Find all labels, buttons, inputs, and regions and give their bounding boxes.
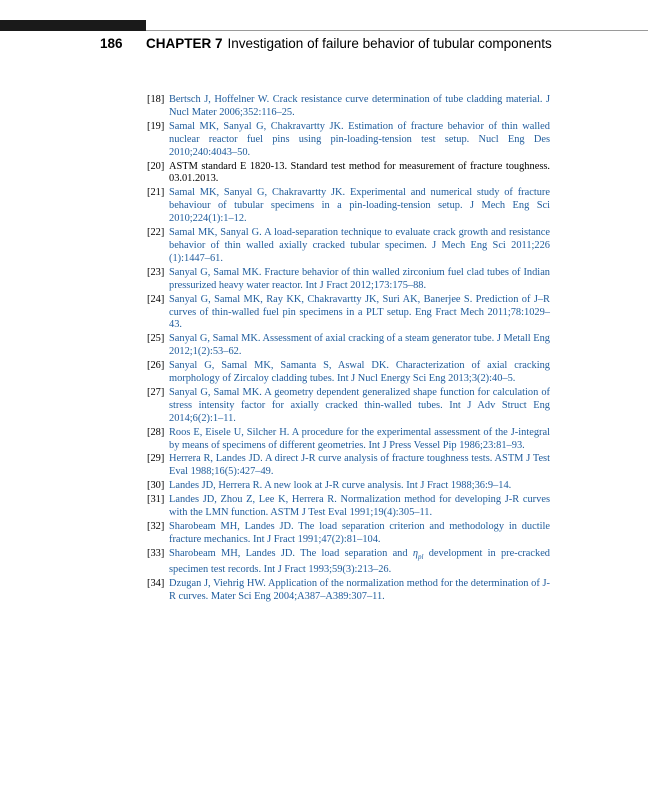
reference-number: [34] [147, 577, 165, 589]
reference-item [147, 360, 550, 386]
reference-number: [20] [147, 160, 165, 172]
reference-text[interactable]: Sharobeam MH, Landes JD. The load separation criterion and methodology in ductile fracture mechanics. Int J Fract 1991;47(2):81–104. [169, 521, 550, 545]
reference-item [147, 267, 550, 293]
running-head [100, 36, 552, 51]
reference-number: [22] [147, 227, 165, 239]
page-number: 186 [100, 36, 123, 51]
reference-item [147, 480, 550, 493]
reference-text[interactable]: Sanyal G, Samal MK. Fracture behavior of thin walled zirconium fuel clad tubes of Indian pressurized heavy water reactor. Int J Fract 2012;173:175–88. [169, 266, 550, 291]
eta-subscript: pl [418, 552, 424, 561]
reference-item [147, 494, 550, 520]
reference-text[interactable]: Landes JD, Zhou Z, Lee K, Herrera R. Normalization method for developing J-R curves with the LMN function. ASTM J Test Eval 1991;19(4):305–11. [169, 494, 550, 519]
reference-text-part: Sharobeam MH, Landes JD. The load separation and [169, 547, 413, 559]
reference-item [147, 387, 550, 426]
reference-number: [29] [147, 453, 165, 465]
reference-item [147, 187, 550, 226]
reference-number: [32] [147, 521, 165, 532]
reference-text[interactable]: Dzugan J, Viehrig HW. Application of the normalization method for the determination of J-R curves. Mater Sci Eng 2004;A387–A389:307–11. [169, 577, 550, 602]
reference-number: [26] [147, 360, 165, 372]
header-bar [0, 20, 146, 31]
reference-item [147, 333, 550, 359]
reference-item [147, 94, 550, 120]
chapter-title: Investigation of failure behavior of tubular components [227, 36, 552, 51]
reference-item [147, 121, 550, 160]
reference-text-part: development in pre-cracked specimen test records. Int J Fract 1993;59(3):213–26. [169, 547, 550, 575]
reference-text[interactable]: Roos E, Eisele U, Silcher H. A procedure for the experimental assessment of the J-integral by means of specimens of different geometries. Int J Press Vessel Pip 1986;23:81–93. [169, 426, 550, 451]
reference-number: [30] [147, 480, 165, 492]
reference-list [147, 94, 550, 605]
reference-number: [31] [147, 494, 165, 506]
reference-text[interactable]: Sanyal G, Samal MK, Ray KK, Chakravartty JK, Suri AK, Banerjee S. Prediction of J–R curves of thin-walled fuel pin specimens in a PLT setup. Eng Fract Mech 2011;78:1029–43. [169, 293, 550, 331]
reference-text[interactable]: Landes JD, Herrera R. A new look at J-R curve analysis. Int J Fract 1988;36:9–14. [169, 480, 512, 492]
reference-text: ASTM standard E 1820-13. Standard test method for measurement of fracture toughness. 03.01.2013. [169, 160, 550, 185]
reference-number: [24] [147, 293, 165, 305]
reference-text[interactable]: Sanyal G, Samal MK, Samanta S, Aswal DK. Characterization of axial cracking morphology of Zircaloy cladding tubes. Int J Nucl Energy Sci Eng 2013;3(2):40–5. [169, 360, 550, 385]
reference-text[interactable]: Bertsch J, Hoffelner W. Crack resistance curve determination of tube cladding material. J Nucl Mater 2006;352:116–25. [169, 94, 550, 118]
reference-item [147, 578, 550, 604]
reference-number: [28] [147, 426, 165, 438]
reference-number: [25] [147, 333, 165, 345]
reference-text[interactable] [169, 548, 550, 577]
reference-number: [33] [147, 547, 165, 559]
reference-item [147, 161, 550, 187]
reference-number: [18] [147, 94, 165, 105]
reference-text[interactable]: Herrera R, Landes JD. A direct J-R curve analysis of fracture toughness tests. ASTM J Test Eval 1988;16(5):427–49. [169, 453, 550, 478]
eta-symbol [413, 548, 424, 559]
reference-number: [27] [147, 386, 165, 398]
eta-glyph: η [412, 547, 418, 559]
reference-item [147, 427, 550, 453]
reference-text[interactable]: Samal MK, Sanyal G. A load-separation technique to evaluate crack growth and resistance behavior of thin walled axially cracked tubular specimen. J Mech Eng Sci 2011;226 (1):1447–61. [169, 227, 550, 264]
reference-item [147, 548, 550, 577]
reference-number: [19] [147, 120, 165, 132]
reference-item [147, 453, 550, 479]
chapter-label: CHAPTER 7 [146, 36, 223, 51]
reference-number: [21] [147, 187, 165, 199]
header-rule [146, 30, 648, 31]
reference-text[interactable]: Samal MK, Sanyal G, Chakravartty JK. Experimental and numerical study of fracture behaviour of tubular specimens in a pin-loading-tension setup. J Mech Eng Sci 2010;224(1):1–12. [169, 187, 550, 225]
reference-text[interactable]: Sanyal G, Samal MK. A geometry dependent generalized shape function for calculation of stress intensity factor for axially cracked thin-walled tubes. Int J Adv Struct Eng 2014;6(2):1–11. [169, 386, 550, 424]
reference-item [147, 521, 550, 547]
reference-text[interactable]: Sanyal G, Samal MK. Assessment of axial cracking of a steam generator tube. J Metall Eng 2012;1(2):53–62. [169, 333, 550, 358]
reference-text[interactable]: Samal MK, Sanyal G, Chakravartty JK. Estimation of fracture behavior of thin walled nuclear reactor fuel pins using pin-loading-tension test setup. Nucl Eng Des 2010;240:4043–50. [169, 120, 550, 158]
reference-item [147, 294, 550, 333]
reference-item [147, 227, 550, 266]
reference-number: [23] [147, 266, 165, 278]
